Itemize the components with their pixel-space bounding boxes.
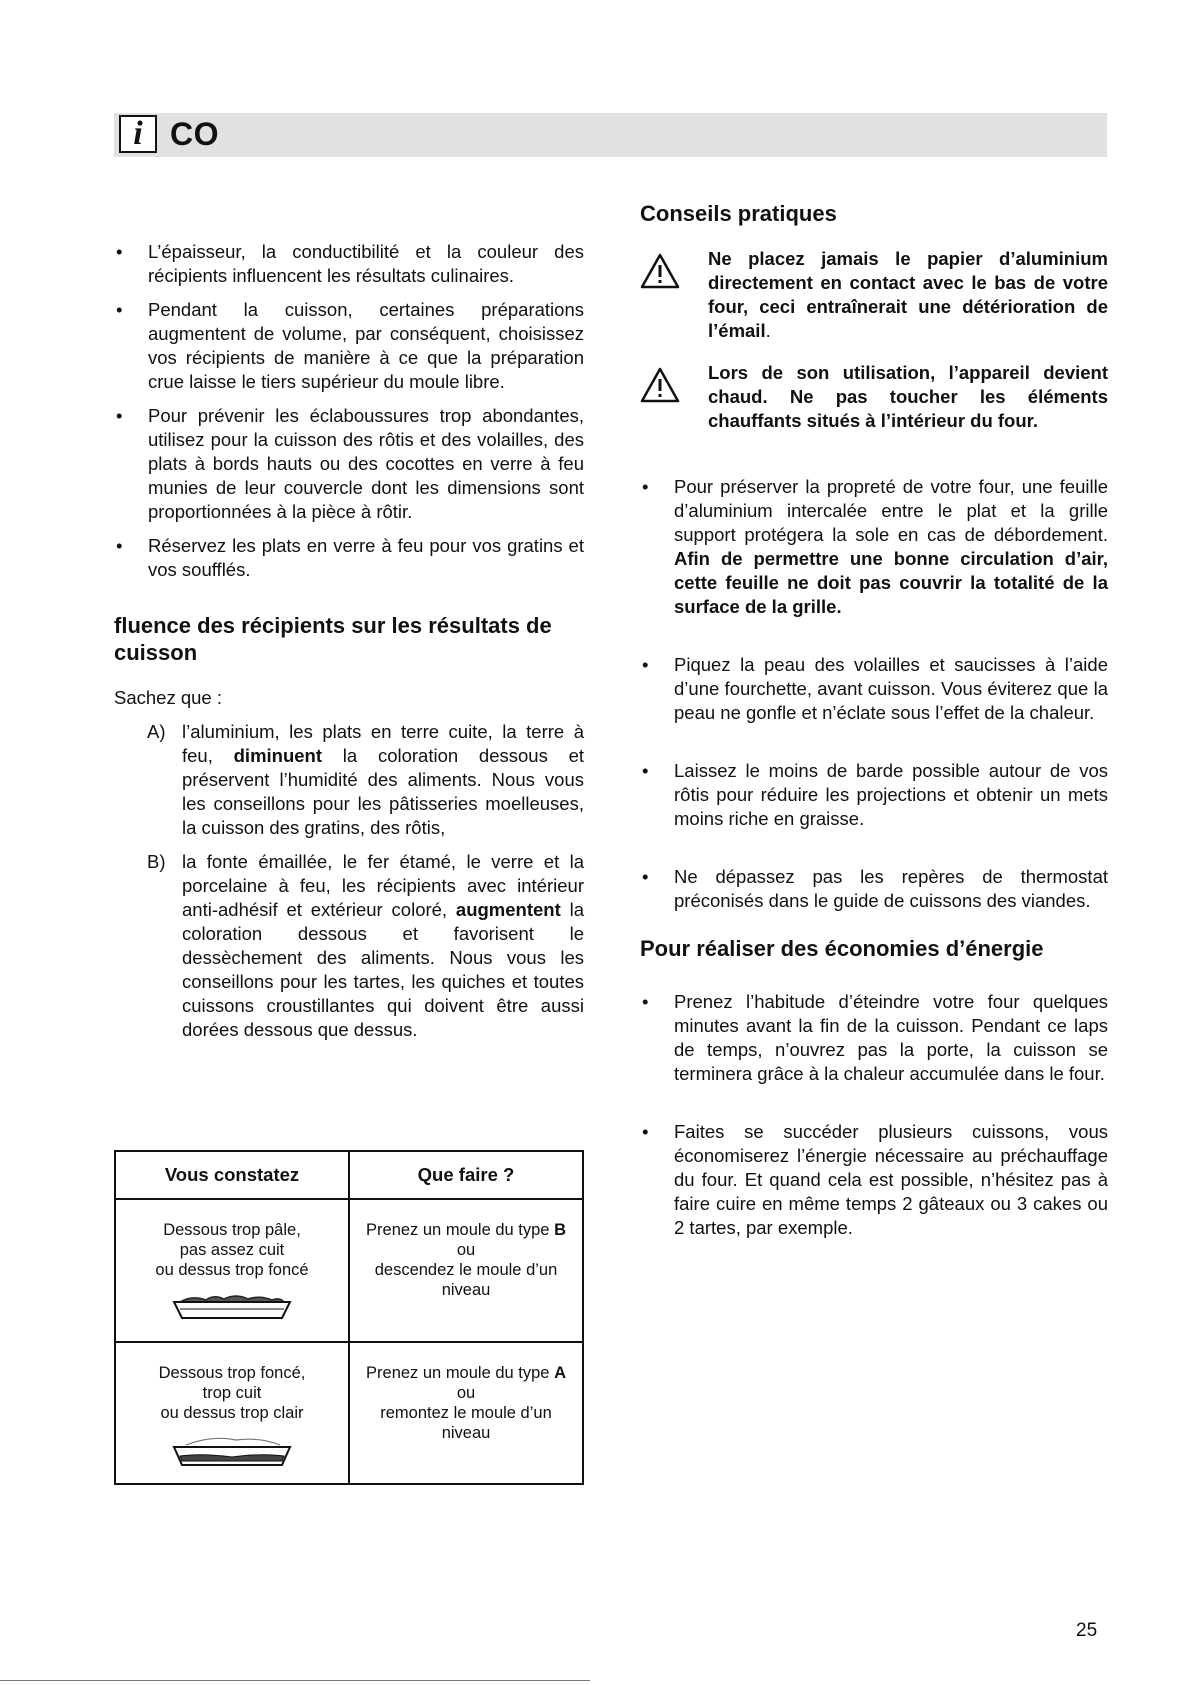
table-row (115, 1199, 583, 1341)
tip-text: Piquez la peau des volailles et saucisses à l’aide d’une fourchette, avant cuisson. Vous éviterez que la peau ne gonfle et n’éclate sous l’effet de la chaleur. (674, 654, 1108, 723)
energy-text: Prenez l’habitude d’éteindre votre four quelques minutes avant la fin de la cuisson. Pendant ce laps de temps, n’ouvrez pas la porte, la cuisson se terminera grâce à la chaleur accumulée dans le four. (674, 991, 1108, 1084)
header-band (114, 113, 1107, 157)
section-title-influence: fluence des récipients sur les résultats de cuisson (114, 613, 552, 665)
bullet-text: L’épaisseur, la conductibilité et la couleur des récipients influencent les résultats culinaires. (148, 241, 584, 286)
action-text: Prenez un moule du type (366, 1221, 550, 1240)
action-line: niveau (441, 1281, 491, 1300)
observe-line: ou dessus trop foncé (155, 1261, 309, 1280)
tip-text-bold: Afin de permettre une bonne circulation d’air, cette feuille ne doit pas couvrir la totalité de la surface de la grille. (674, 548, 1108, 617)
bullet-icon: • (642, 1121, 649, 1142)
bullet-icon: • (642, 991, 649, 1012)
action-line: niveau (441, 1423, 491, 1442)
item-text-bold: diminuent (233, 745, 323, 766)
list-item (114, 240, 584, 288)
warning-text-bold: Ne placez jamais le papier d’aluminium directement en contact avec le bas de votre four, ceci entraînerait une détérioration de l’émail (708, 248, 1108, 341)
tip-text: Ne dépassez pas les repères de thermostat préconisés dans le guide de cuissons des viandes. (674, 866, 1108, 911)
bullet-icon: • (642, 760, 649, 781)
warning-text: Lors de son utilisation, l’appareil devient chaud. Ne pas toucher les éléments chauffants situés à l’intérieur du four. (708, 362, 1108, 431)
action-line: ou (456, 1241, 476, 1260)
table-row (115, 1342, 583, 1484)
bullet-text: Réservez les plats en verre à feu pour vos gratins et vos soufflés. (148, 535, 584, 580)
action-line (351, 1363, 581, 1383)
list-item-type-a (114, 720, 584, 840)
item-text-before: la fonte émaillée, le fer étamé, le verre et la porcelaine à feu, les récipients avec intérieur anti‑adhésif et extérieur coloré, (182, 851, 584, 920)
action-line: remontez le moule d’un (380, 1403, 552, 1422)
table-header-action: Que faire ? (349, 1151, 583, 1199)
mould-type: B (554, 1221, 566, 1240)
bottom-rule (0, 1680, 590, 1681)
baking-dish-icon (172, 1292, 292, 1322)
list-item (640, 990, 1108, 1086)
energy-text: Faites se succéder plusieurs cuissons, vous économiserez l’énergie nécessaire au préchauffage du four. Et quand cela est possible, n’hésitez pas à faire cuire en même temps 2 gâteaux ou 3 cakes ou 2 tartes, par exemple. (674, 1121, 1108, 1238)
bullet-icon: • (116, 241, 123, 262)
list-item-type-b (114, 850, 584, 1042)
table-header-observe: Vous constatez (115, 1151, 349, 1199)
observe-line: Dessous trop pâle, (163, 1221, 301, 1240)
action-line: ou (456, 1383, 476, 1402)
left-column (114, 240, 584, 1052)
bullet-icon: • (642, 476, 649, 497)
bullet-icon: • (116, 405, 123, 426)
baking-dish-icon (172, 1435, 292, 1469)
item-text-after: la coloration dessous et favorisent le dessèchement des aliments. Nous vous les conseillons pour les tartes, les quiches et toutes cuissons croustillantes qui doivent être aussi dorées dessous que dessus. (182, 899, 585, 1040)
warning-triangle-icon (640, 367, 680, 403)
list-item (114, 404, 584, 524)
table-cell-action (349, 1199, 583, 1341)
lead-text: Sachez que : (114, 687, 222, 708)
table-cell-observe (115, 1199, 349, 1341)
warning-text (708, 247, 1108, 343)
bullet-icon: • (116, 535, 123, 556)
item-text-after: la coloration dessous et préservent l’humidité des aliments. Nous vous les conseillons pour les pâtisseries moelleuses, la cuisson des gratins, des rôtis, (182, 745, 585, 838)
item-mark: B) (147, 851, 166, 872)
container-types-list (114, 720, 584, 1042)
observe-line: ou dessus trop clair (160, 1403, 304, 1422)
table-header-row (115, 1151, 583, 1199)
item-text-bold: augmentent (455, 899, 561, 920)
bullet-text: Pendant la cuisson, certaines préparations augmentent de volume, par conséquent, choisissez vos récipients de manière à ce que la préparation crue laisse le tiers supérieur du moule libre. (148, 299, 584, 392)
list-item (114, 534, 584, 582)
list-item (114, 298, 584, 394)
item-mark: A) (147, 721, 166, 742)
tip-text: Laissez le moins de barde possible autour de vos rôtis pour réduire les projections et obtenir un mets moins riche en graisse. (674, 760, 1108, 829)
container-energy-list (640, 990, 1108, 1240)
action-line: descendez le moule d’un (374, 1261, 558, 1280)
list-item (640, 1120, 1108, 1240)
info-i-letter: i (133, 115, 143, 152)
section-title-tips: Conseils pratiques (640, 201, 837, 226)
info-i-icon (119, 115, 157, 153)
list-item (640, 475, 1108, 619)
list-item (640, 759, 1108, 831)
page-number: 25 (1076, 1620, 1098, 1641)
bullet-icon: • (642, 654, 649, 675)
container-tips-list (640, 475, 1108, 913)
mould-type: A (554, 1363, 566, 1382)
item-text-before: l’aluminium, les plats en terre cuite, la terre à feu, (182, 721, 584, 766)
bullet-text: Pour prévenir les éclaboussures trop abondantes, utilisez pour la cuisson des rôtis et des volailles, des plats à bords hauts ou des cocottes en verre à feu munies de leur couverclе dont les dimensions sont proportionnées à la pièce à rôtir. (148, 405, 584, 522)
section-title-energy: Pour réaliser des économies d’énergie (640, 936, 1044, 961)
warning-block (640, 247, 1108, 343)
advice-table (114, 1150, 584, 1485)
bullet-icon: • (642, 866, 649, 887)
list-item (640, 653, 1108, 725)
container-bullets (114, 240, 584, 582)
table-cell-action (349, 1342, 583, 1484)
observe-line: trop cuit (202, 1383, 262, 1402)
right-column (640, 200, 1108, 1250)
warning-block (640, 361, 1108, 433)
observe-line: pas assez cuit (179, 1241, 285, 1260)
list-item (640, 865, 1108, 913)
bullet-icon: • (116, 299, 123, 320)
header-title: CO (170, 116, 219, 152)
warning-text-tail: . (765, 320, 771, 341)
action-text: Prenez un moule du type (366, 1363, 550, 1382)
tip-text: Pour préserver la propreté de votre four, une feuille d’aluminium intercalée entre le plat et la grille support protégera la sole en cas de débordement. (674, 476, 1108, 545)
table-cell-observe (115, 1342, 349, 1484)
action-line (351, 1220, 581, 1240)
observe-line: Dessous trop foncé, (158, 1363, 306, 1382)
warning-triangle-icon (640, 253, 680, 289)
